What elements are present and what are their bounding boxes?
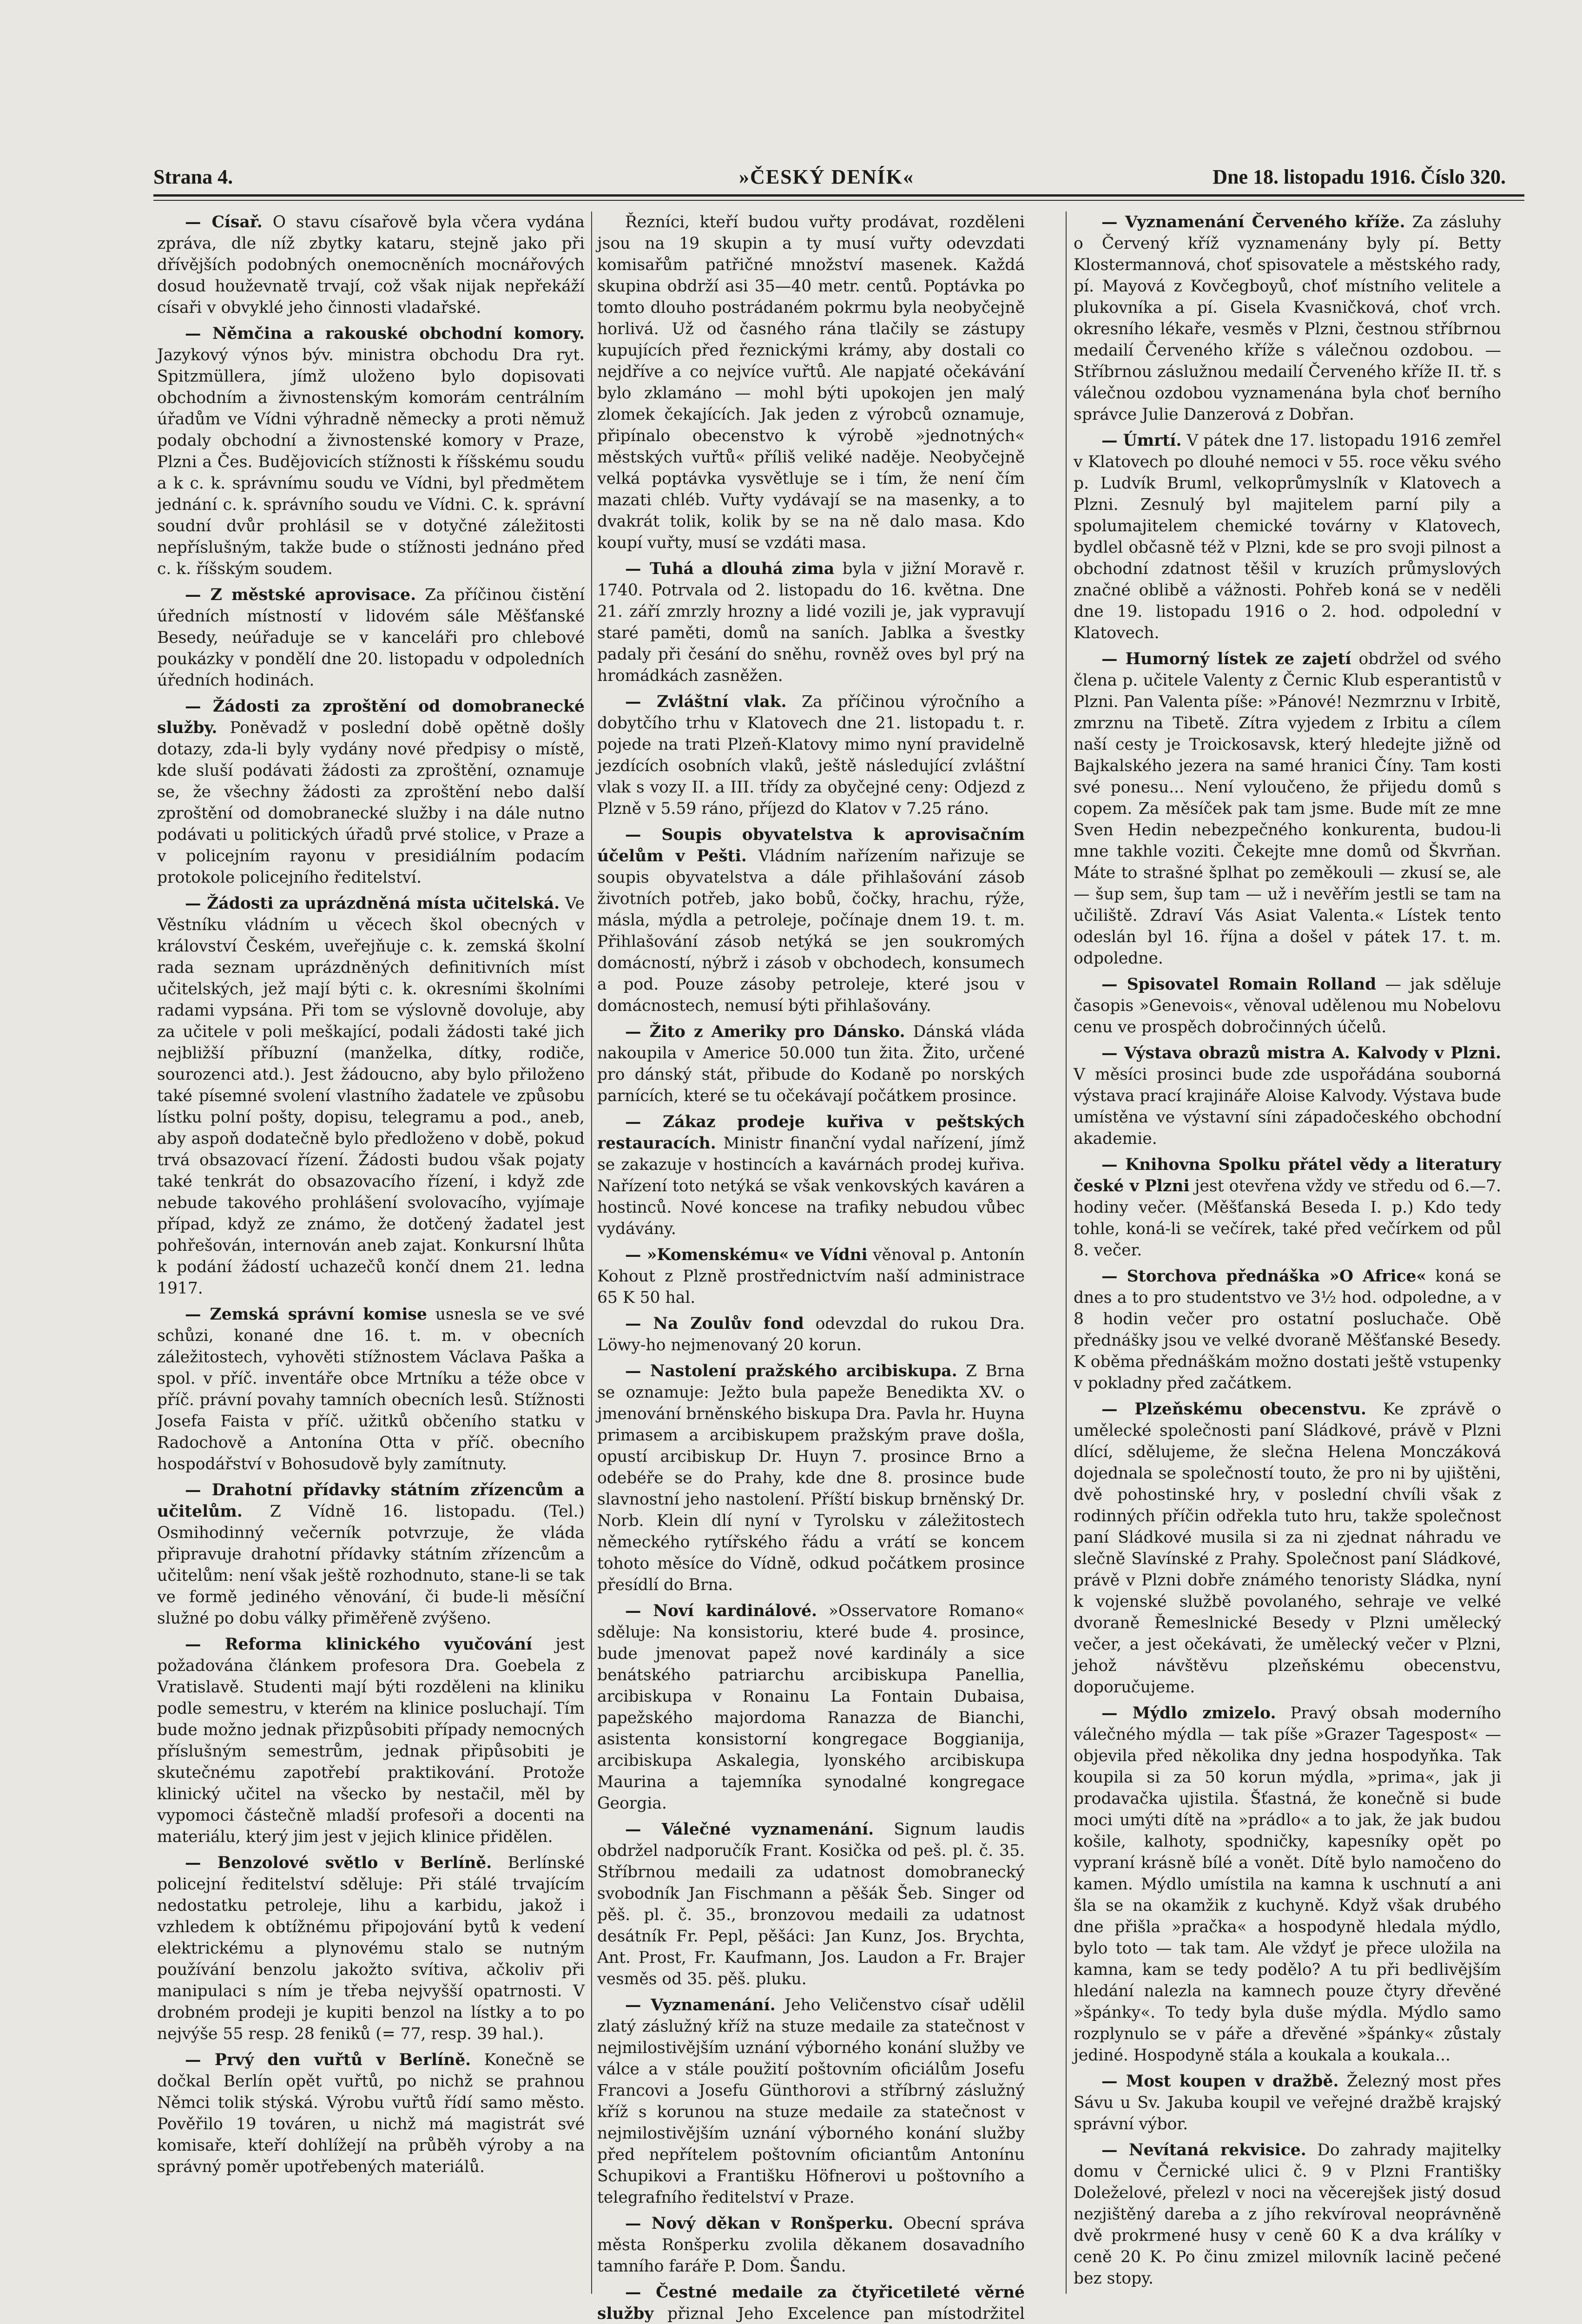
article-heading: — Drahotní přídavky státním zřízencům a učitelům. — [157, 1481, 585, 1521]
article-text: Dánská vláda nakoupila v Americe 50.000 tun žita. Žito, určené pro dánský stát, přibude do Kodaně po norských parnících, které se tu očekávají počátkem prosince. — [597, 1023, 1025, 1105]
page-number: Strana 4. — [153, 165, 233, 188]
article-heading: — Spisovatel Romain Rolland — [1101, 975, 1377, 994]
article-text: Vládním nařízením nařizuje se soupis obyvatelstva a dále přihlašování zásob životních potřeb, jako bobů, čočky, hrachu, rýže, másla, mýdla a petroleje, počínaje dnem 19. t. m. Přihlašování zásob netýká se jen soukromých domácností, nýbrž i zásob v obchodech, konsumech a pod. Pouze zásoby petroleje, které jsou v domácnostech, nemusí býti přihlašovány. — [597, 847, 1025, 1015]
article-heading: — Zákaz prodeje kuřiva v peštských restauracích. — [597, 1113, 1025, 1153]
article-text: Obecní správa města Ronšperku zvolila děkanem dosavadního tamního faráře P. Dom. Šandu. — [597, 2214, 1025, 2276]
article — [1074, 2071, 1501, 2135]
article — [597, 211, 1025, 554]
article-heading: — Němčina a rakouské obchodní komory. — [185, 324, 585, 343]
page-header — [153, 165, 1506, 195]
header-rule — [153, 194, 1524, 197]
column-1 — [157, 211, 585, 2294]
article-text: věnoval p. Antonín Kohout z Plzně prostřednictvím naší administrace 65 K 50 hal. — [597, 1246, 1025, 1307]
article-heading: — Vyznamenání Červeného kříže. — [1101, 213, 1405, 231]
article-heading: — Knihovna Spolku přátel vědy a literatury české v Plzni — [1074, 1155, 1501, 1195]
article-text: Berlínské policejní ředitelství sděluje: Při stálé trvajícím nedostatku petroleje, lihu a karbidu, jakož i vzhledem k obtížnému připojování bytů k vedení elektrickému a plynovému stalo se nutným používání benzolu jakožto svítiva, ačkoliv při manipulaci s ním je třeba nejvyšší opatrnosti. V drobném prodeji je kupiti benzol na lístky a to po nejvýše 55 resp. 28 feniků (= 77, resp. 39 hal.). — [157, 1854, 585, 2043]
article — [1074, 974, 1501, 1038]
article-heading: — Z městské aprovisace. — [185, 586, 416, 604]
article — [157, 1479, 585, 1629]
article — [1074, 1266, 1501, 1394]
article-heading: — Benzolové světlo v Berlíně. — [185, 1854, 492, 1872]
article — [597, 691, 1025, 819]
article — [597, 1111, 1025, 1240]
article-text: Za příčinou výročního a dobytčího trhu v Klatovech dne 21. listopadu t. r. pojede na trati Plzeň-Klatovy mimo nyní pravidelně jezdících osobních vlaků, ještě následující zvláštní vlak s vozy II. a III. třídy za obyčejné ceny: Odjezd z Plzně v 5.59 ráno, příjezd do Klatov v 7.25 ráno. — [597, 693, 1025, 818]
article-heading: — Nevítaná rekvisice. — [1101, 2141, 1306, 2159]
article — [1074, 2139, 1501, 2289]
article — [597, 2282, 1025, 2324]
header-rule-thin — [153, 200, 1524, 201]
article — [597, 1819, 1025, 1990]
article — [597, 1360, 1025, 1596]
column-divider — [1066, 211, 1067, 2294]
article-text: Ve Věstníku vládním u věcech škol obecných v království Českém, uveřejňuje c. k. zemská školní rada seznam uprázdněných definitivních míst učitelských, jež mají býti c. k. okresními školními radami vypsána. Při tom se výslovně dovoluje, aby za učitele v poli meškající, podali žádosti také jich nejbližší příbuzní (manželka, dítky, rodiče, sourozenci atd.). Jest žádoucno, aby bylo přiloženo také písemné svolení vlastního žadatele ve způsobu lístku polní pošty, dopisu, telegramu a pod., aneb, aby aspoň dodatečně bylo předloženo v době, pokud trvá obsazovací řízení. Žádosti budou však pojaty také tenkrát do obsazovacího řízení, i když zde nebude takového prohlášení svolovacího, vyjímaje případ, když ze známo, že dotčený žadatel jest pohřešován, internován aneb zajat. Konkursní lhůta k podání žádostí uchazečů končí dnem 21. ledna 1917. — [157, 894, 585, 1298]
article — [1074, 430, 1501, 644]
article — [597, 1021, 1025, 1107]
article-text: přiznal Jeho Excelence pan místodržitel — [667, 2304, 1025, 2323]
article-heading: — Tuhá a dlouhá zima — [625, 560, 835, 578]
article-text: usnesla se ve své schůzi, konané dne 16. t. m. v obecních záležitostech, vyhověti stížnostem Václava Paška a spol. v příč. inventáře obce Mrtníku a téže obce v příč. právní povahy tamních obecních lesů. Stížnosti Josefa Faista v příč. užitků občeního statku v Radochově a Antonína Otta v příč. obecního hospodářství v Bohosudově byly zamítnuty. — [157, 1305, 585, 1473]
article-text: Jazykový výnos býv. ministra obchodu Dra ryt. Spitzmüllera, jímž uloženo bylo dopisovati obchodním a živnostenským komorám centrálním úřadům ve Vídni výhradně německy a proti němuž podaly obchodní a živnostenské komory v Praze, Plzni a Čes. Budějovicích stížnosti k říšskému soudu a k c. k. správnímu soudu ve Vídni, byl předmětem jednání c. k. správního soudu ve Vídni. C. k. správní soudní dvůr prohlásil se v dotyčné záležitosti nepříslušným, takže bude o stížnosti jednáno před c. k. říšským soudem. — [157, 346, 585, 578]
article-text: Do zahrady majitelky domu v Černické ulici č. 9 v Plzni Františky Doleželové, přelezl v noci na věcerejšek jistý dosud nezjištěný dareba a z jího rekvíroval neoprávněně dvě prokrmené husy v ceně 60 K a dva králíky v ceně 20 K. Po činu zmizel milovník lacině pečené bez stopy. — [1074, 2141, 1501, 2288]
newspaper-title: »ČESKÝ DENÍK« — [739, 165, 914, 188]
article-heading: — Most koupen v dražbě. — [1101, 2072, 1339, 2091]
article-heading: — Žádosti za uprázdněná místa učitelská. — [185, 894, 560, 913]
article-heading: — Úmrtí. — [1101, 431, 1182, 450]
column-divider — [591, 211, 592, 2294]
article — [1074, 1399, 1501, 1698]
article-text: Za zásluhy o Červený kříž vyznamenány byly pí. Betty Klostermannová, choť spisovatele a městského rady, pí. Mayová z Kovčegboyů, choť místního velitele a plukovníka a pí. Gisela Kvasničková, choť vrch. okresního lékaře, vesměs v Plzni, čestnou stříbrnou medailí Červeného kříže s válečnou ozdobou. — Stříbrnou záslužnou medailí Červeného kříže II. tř. s válečnou ozdobou vyznamenána byla choť berního správce Julie Danzerová z Dobřan. — [1074, 213, 1502, 424]
article-text: Z Brna se oznamuje: Ježto bula papeže Benedikta XV. o jmenování brněnského biskupa Dra. Pavla hr. Huyna primasem a arcibiskupem pražským prave došla, opustí arcibiskup Dr. Huyn 7. prosince Brno a odebéře se do Prahy, kde dne 8. prosince bude slavnostní jeho nastolení. Příští biskup brněnský Dr. Norb. Klein dlí nyní v Tyrolsku v záležitostech německého rytířského řádu a vrátí se koncem tohoto měsíce do Vídně, odkud počátkem prosince přesídlí do Brna. — [597, 1362, 1025, 1594]
article — [597, 1244, 1025, 1308]
article — [597, 558, 1025, 687]
article — [157, 893, 585, 1299]
article — [1074, 648, 1501, 969]
article-text: Řezníci, kteří budou vuřty prodávat, rozděleni jsou na 19 skupin a ty musí vuřty odevzdati komisařům patřičné množství masenek. Každá skupina obdrží asi 35—40 metr. centů. Poptávka po tomto dlouho postrádaném pokrmu byla neobyčejně horlivá. Už od časného rána tlačily se zástupy kupujících před řeznickými krámy, aby dostali co nejdříve a co nejvíce vuřtů. Ale napjaté očekávání bylo zklamáno — mohl býti upokojen jen malý zlomek čekajících. Jak jeden z výrobců oznamuje, připínalo obecenstvo k výrobě »jednotných« městských vuřtů« příliš veliké naděje. Neobyčejně velká poptávka vysvětluje se i tím, že není čím mazati chléb. Vuřty vydávají se na masenky, a to dvakrát tolik, kolik by se na ně dalo masa. Kdo koupí vuřty, musí se vzdáti masa. — [597, 213, 1025, 552]
article-heading: — Žito z Ameriky pro Dánsko. — [625, 1023, 905, 1041]
article-text: Z Vídně 16. listopadu. (Tel.) Osmihodinný večerník potvrzuje, že vláda připravuje drahotní přídavky státním zřízencům a učitelům: není však ještě rozhodnuto, stane-li se tak ve formě jediného věnování, či bude-li měsíční služné po dobu války přiměřeně zvýšeno. — [157, 1502, 585, 1628]
article-heading: — Soupis obyvatelstva k aprovisačním účelům v Pešti. — [597, 825, 1025, 865]
column-3 — [1074, 211, 1501, 2294]
article — [157, 2049, 585, 2178]
article-heading: — Mýdlo zmizelo. — [1101, 1704, 1276, 1723]
article — [597, 1994, 1025, 2208]
article-text: obdržel od svého člena p. učitele Valenty z Černic Klub esperantistů v Plzni. Pan Valenta píše: »Pánové! Nezmrznu v Irbitě, zmrznu na Tibetě. Zítra vyjedem z Irbitu a cílem naší cesty je Troickosavsk, který hledejte jižně od Bajkalského jezera na samé hranici Číny. Tam kosti své ponesu... Není vyloučeno, že přijedu domů s copem. Za měsíček pak tam jsme. Bude mít ze mne Sven Hedin nebezpečného konkurenta, budou-li mne takhle voziti. Čekejte mne domů od Škvrňan. Máte to strašné šplhat po zeměkouli — zkusí se, ale — šup sem, šup tam — už i nevěřím jestli se tam na učiliště. Zdraví Vás Asiat Valenta.« Lístek tento odeslán byl 16. října a došel v pátek 17. t. m. odpoledne. — [1074, 650, 1502, 968]
article-heading: — Zemská správní komise — [185, 1305, 427, 1324]
article — [1074, 1154, 1501, 1261]
article — [157, 696, 585, 888]
article-heading: — Humorný lístek ze zajetí — [1101, 650, 1351, 668]
issue-date: Dne 18. listopadu 1916. Číslo 320. — [1213, 165, 1506, 188]
article — [597, 1313, 1025, 1356]
article — [1074, 1043, 1501, 1149]
article-heading: — Na Zoulův fond — [625, 1314, 804, 1333]
article — [1074, 211, 1501, 425]
column-2 — [597, 211, 1025, 2323]
article-text: Poněvadž v poslední době opětně došly dotazy, zda-li byly vydány nové předpisy o místě, kde sluší podávati žádosti za zproštění, oznamuje se, že všechny žádosti za zproštění nebo další zproštění od domobranecké služby i na dále nutno podávati u politických úřadů prvé stolice, v Praze a v policejním rayonu v presidiálním podacím protokole policejního ředitelství. — [157, 719, 585, 887]
article-text: — jak sděluje časopis »Genevois«, věnoval udělenou mu Nobelovu cenu ve prospěch dobročinných účelů. — [1074, 975, 1501, 1037]
article-heading: — Čestné medaile za čtyřicetileté věrné služby — [597, 2283, 1025, 2323]
article-text: Pravý obsah moderního válečného mýdla — tak píše »Grazer Tagespost« — objevila před několika dny jedna hospodyňka. Tak koupila si za 50 korun mýdla, »prima«, jak ji prodavačka ujistila. Šťastná, že konečně si bude moci umýti dítě na »prádlo« a to jak, že jak budou košile, kalhoty, spodničky, kapesníky opět po vypraní krásně bílé a vonět. Dítě bylo namočeno do kamen. Mýdlo umístila na kamna k uschnutí a ani šla se na okamžik z kuchyně. Když však drubého dne přišla »pračka« a hospodyně hledala mýdlo, bylo toto — tak tam. Ale vždyť je přece uložila na kamna, kam se tedy podělo? A tu při bedlivějším hledání nalezla na kamnech pouze čtyry dřevěné »špánky«. To tedy byla duše mýdla. Mýdlo samo rozplynulo se v páře a dřevěné »špánky« zůstaly jediné. Hospodyně stála a koukala a koukala... — [1074, 1704, 1502, 2065]
article-text: »Osservatore Romano« sděluje: Na konsistoriu, které bude 4. prosince, bude jmenovat papež nové kardinály a sice benátského patriarchu arcibiskupa Panellia, arcibiskupa v Ronainu La Fontain Dubaisa, papežského majordoma Ranazza de Bianchi, asistenta konsistorní kongregace Boggianija, arcibiskupa Askalegia, lyonského arcibiskupa Maurina a tajemníka synodalné kongregace Georgia. — [597, 1602, 1025, 1813]
article-heading: — Vyznamenání. — [625, 1996, 776, 2014]
article-text: odevzdal do rukou Dra. Löwy-ho nejmenovaný 20 korun. — [597, 1314, 1025, 1354]
article-text: V měsíci prosinci bude zde uspořádána souborná výstava prací krajináře Aloise Kalvody. Výstava bude umístěna ve výstavní síni západočeského obchodní akademie. — [1074, 1065, 1501, 1148]
article — [157, 211, 585, 318]
article-heading: — Výstava obrazů mistra A. Kalvody v Plzni. — [1101, 1044, 1501, 1063]
article-heading: — Reforma klinického vyučování — [185, 1635, 533, 1654]
article-text: O stavu císařově byla včera vydána zpráva, dle níž zbytky kataru, stejně jako při dřívějších podobných onemocněních mocnářových dosud houževnatě trvají, což však nijak nepřekáží císaři v obvyklé jeho činnosti vladařské. — [157, 213, 585, 317]
article-heading: — Prvý den vuřtů v Berlíně. — [185, 2051, 471, 2069]
article-text: Jeho Veličenstvo císař udělil zlatý záslužný kříž na stuze medaile za statečnost v nejmilostivějším uznání výborného konání služby ve válce a v stále použití poštovním oficiálům Josefu Francovi a Josefu Günthorovi a stříbrný záslužný kříž s korunou na stuze medaile za statečnost v nejmilostivějším uznání výborného konání služby před nepřítelem poštovním oficiantům Antonínu Schupikovi a Františku Höfnerovi u poštovního a telegrafního ředitelství v Praze. — [597, 1996, 1025, 2207]
article-text: jest otevřena vždy ve středu od 6.—7. hodiny večer. (Měšťanská Beseda I. p.) Kdo tedy tohle, koná-li se večírek, také před večírkem od půl 8. večer. — [1074, 1177, 1502, 1260]
article-text: Železný most přes Sávu u Sv. Jakuba koupil ve veřejné dražbě krajský správní výbor. — [1074, 2072, 1502, 2133]
article-heading: — Císař. — [185, 213, 263, 231]
article-text: V pátek dne 17. listopadu 1916 zemřel v Klatovech po dlouhé nemoci v 55. roce věku svého p. Ludvík Bruml, velkoprůmyslník v Klatovech a Plzni. Zesnulý byl majitelem parní pily a spolumajitelem chemické továrny v Klatovech, bydlel občasně též v Plzni, kde se pro svoji pilnost a obchodní zdatnost těšil v kruzích průmyslových značné oblibě a vážnosti. Pohřeb koná se v neděli dne 19. listopadu 1916 o 2. hod. odpolední v Klatovech. — [1074, 431, 1501, 642]
article-heading: — Nastolení pražského arcibiskupa. — [625, 1362, 957, 1380]
article — [597, 1600, 1025, 1814]
article — [1074, 1703, 1501, 2066]
article — [157, 1634, 585, 1848]
article-text: koná se dnes a to pro studentstvo ve 3½ hod. odpoledne, a v 8 hodin večer pro ostatní posluchače. Obě přednášky jsou ve velké dvoraně Měšťanské Besedy. K oběma přednáškám možno dostati ještě vstupenky v pokladny před začátkem. — [1074, 1267, 1502, 1393]
article-text: jest požadována článkem profesora Dra. Goebela z Vratislavě. Studenti mají býti rozděleni na kliniku podle semestru, v kterém na klinice posluchají. Tím bude možno jednak přizpůsobiti případy nemocných příslušným semestrům, jednak připůsobiti je skutečnému zapotřebí praktikování. Protože klinický učitel na všecko by nestačil, měl by vypomoci částečně mladší profesoři a docenti na materiálu, který jim jest v jejich klinice přidělen. — [157, 1635, 585, 1846]
article-text: Konečně se dočkal Berlín opět vuřtů, po nichž se prahnou Němci tolik stýská. Výrobu vuřtů řídí samo město. Pověřilo 19 továren, u nichž má magistrát své komisaře, kteří dohlížejí na průběh výroby a na správný poměr upotřebených materiálů. — [157, 2051, 585, 2176]
article-heading: — Storchova přednáška »O Africe« — [1101, 1267, 1426, 1286]
article-heading: — Nový děkan v Ronšperku. — [625, 2214, 894, 2233]
article-heading: — Noví kardinálové. — [625, 1602, 817, 1620]
article-text: Ke zprávě o umělecké společnosti paní Sládkové, právě v Plzni dlící, sdělujeme, že slečna Helena Monczáková dojednala se společností touto, že pro ni by ujištěni, dvě pohostinské hry, v poslední chvíli však z rodinných příčin odřekla tuto hru, takže společnost paní Sládkové musila si za ni zjednat náhradu ve slečně Slavínské z Prahy. Společnost paní Sládkové, právě v Plzni dobře známého tenoristy Sládka, nyní k vojenské službě povolaného, sehraje ve velké dvoraně Řemeslnické Besedy v Plzni umělecký večer, a jest očekávati, že umělecký večer v Plzni, jehož návštěvu plzeňskému obecenstvu, doporučujeme. — [1074, 1400, 1502, 1697]
article-heading: — Válečné vyznamenání. — [625, 1820, 874, 1839]
article-heading: — »Komenskému« ve Vídni — [625, 1246, 868, 1264]
article — [157, 323, 585, 580]
article-text: Ministr finanční vydal nařízení, jímž se zakazuje v hostincích a kavárnách prodej kuřiva. Nařízení toto netýká se však venkovských kaváren a hostinců. Nové koncese na trafiky nebudou vůbec vydávány. — [597, 1134, 1025, 1238]
article-heading: — Plzeňskému obecenstvu. — [1101, 1400, 1366, 1419]
article-text: byla v jižní Moravě r. 1740. Potrvala od 2. listopadu do 16. května. Dne 21. září zmrzly hrozny a lidé vozili je, jak vypravují staré paměti, domů na saních. Jablka a švestky padaly při česání do sněhu, rovněž oves byl prý na hromádkách zasněžen. — [597, 560, 1025, 685]
article — [597, 824, 1025, 1017]
article-text: Signum laudis obdržel nadporučík Frant. Kosička od peš. pl. č. 35. Stříbrnou medaili za udatnost domobranecký svobodník Jan Fischmann a pěšák Šeb. Singer od pěš. pl. č. 35., bronzovou medaili za udatnost desátník Fr. Pepl, pěšáci: Jan Kunz, Jos. Brychta, Ant. Prost, Fr. Kaufmann, Jos. Laudon a Fr. Brajer vesměs od 35. pěš. pluku. — [597, 1820, 1025, 1988]
article — [157, 1304, 585, 1475]
article-heading: — Zvláštní vlak. — [625, 693, 787, 711]
article-heading: — Žádosti za zproštění od domobranecké služby. — [157, 697, 585, 737]
article — [157, 584, 585, 691]
article — [157, 1852, 585, 2045]
article-text: Za příčinou čistění úředních místností v lidovém sále Měšťanské Besedy, neúřaduje se v kanceláři pro chlebové poukázky v pondělí dne 20. listopadu v odpoledních úředních hodinách. — [157, 586, 585, 690]
article — [597, 2213, 1025, 2277]
